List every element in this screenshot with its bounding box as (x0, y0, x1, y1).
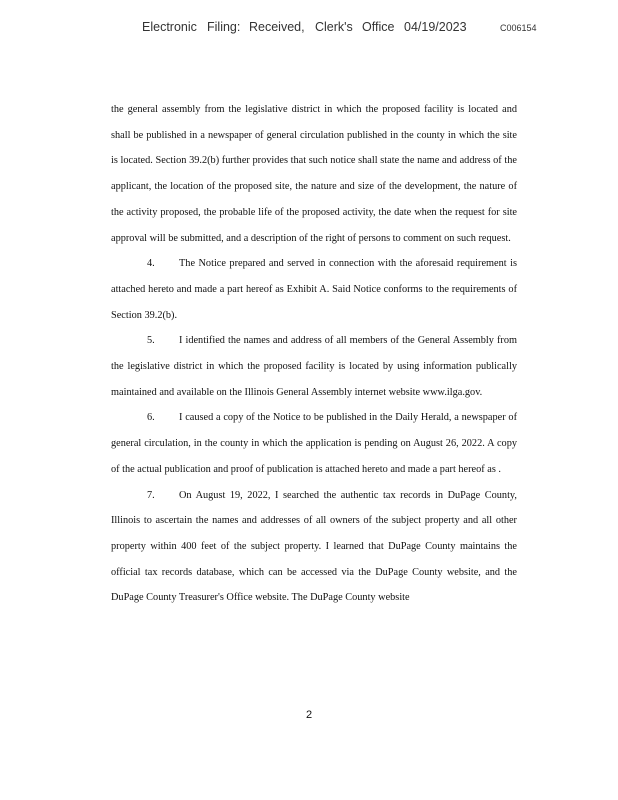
efiling-stamp-header (0, 20, 618, 38)
header-date: 04/19/2023 (404, 20, 467, 34)
paragraph-text: The Notice prepared and served in connection with the aforesaid requirement is attached hereto and made a part hereof as Exhibit A. Said Notice conforms to the requirements of Section 39.2(b). (111, 258, 517, 321)
header-word-filing: Filing: (207, 20, 241, 34)
header-document-id: C006154 (500, 23, 537, 33)
numbered-paragraph-7 (111, 483, 517, 612)
header-word-electronic: Electronic (142, 20, 197, 34)
paragraph-number: 6. (147, 412, 155, 424)
paragraph-text: On August 19, 2022, I searched the authentic tax records in DuPage County, Illinois to ascertain the names and addresses of all owners of the subject property and all other property within 400 feet of the subject property. I learned that DuPage County maintains the official tax records database, which can be accessed via the DuPage County website, and the DuPage County Treasurer's Office website. The DuPage County website (111, 489, 517, 604)
continuation-paragraph: the general assembly from the legislative district in which the proposed facility is located and shall be published in a newspaper of general circulation published in the county in which the site is located. Section 39.2(b) further provides that such notice shall state the name and address of the applicant, the location of the proposed site, the nature and size of the development, the nature of the activity proposed, the probable life of the proposed activity, the date when the request for site approval will be submitted, and a description of the right of persons to comment on such request. (111, 104, 517, 244)
header-word-clerks: Clerk's (315, 20, 353, 34)
paragraph-number: 7. (147, 489, 155, 501)
page-number: 2 (305, 709, 313, 721)
paragraph-number: 5. (147, 335, 155, 347)
numbered-paragraph-4 (111, 251, 517, 328)
header-word-office: Office (362, 20, 395, 34)
document-body (111, 97, 517, 611)
numbered-paragraph-6 (111, 405, 517, 482)
header-word-received: Received, (249, 20, 305, 34)
paragraph-text: I identified the names and address of all members of the General Assembly from the legislative district in which the proposed facility is located by using information publically maintained and available on the Illinois General Assembly internet website www.ilga.gov. (111, 335, 517, 398)
paragraph-text: I caused a copy of the Notice to be published in the Daily Herald, a newspaper of general circulation, in the county in which the application is pending on August 26, 2022. A copy of the actual publication and proof of publication is attached hereto and made a part hereof as . (111, 412, 517, 475)
paragraph-number: 4. (147, 258, 155, 270)
numbered-paragraph-5 (111, 328, 517, 405)
